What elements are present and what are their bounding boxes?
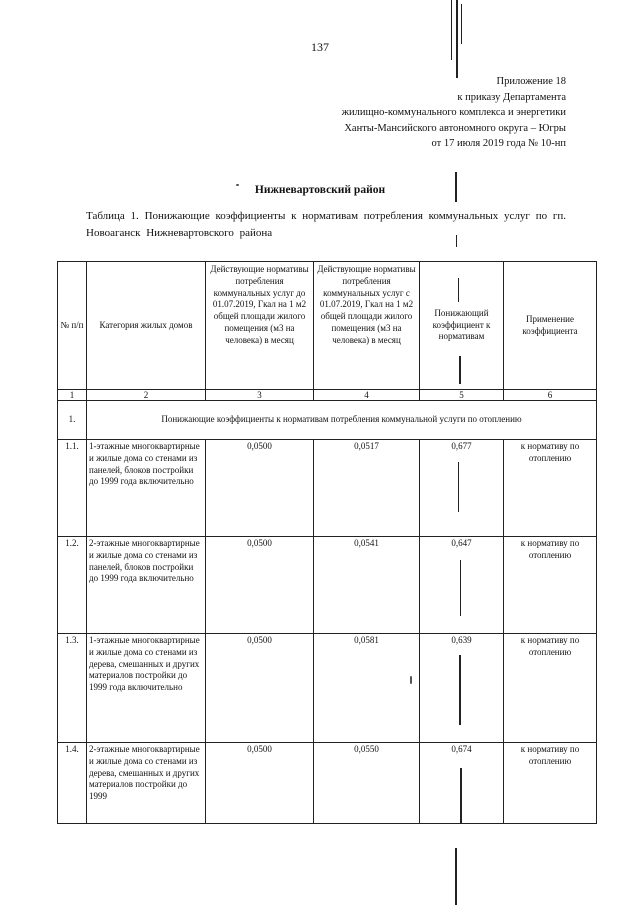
- scan-artifact-line: [456, 0, 458, 78]
- column-number: 5: [420, 390, 504, 401]
- row-application: к нормативу по отоплению: [504, 537, 597, 634]
- row-category: 2-этажные многоквартирные и жилые дома со стенами из панелей, блоков постройки до 1999 года включительно: [87, 537, 206, 634]
- column-number: 3: [206, 390, 314, 401]
- table-row: [58, 537, 597, 634]
- district-title: Нижневартовский район: [254, 184, 386, 196]
- coefficients-table: [57, 261, 597, 824]
- row-coefficient: 0,674: [420, 743, 504, 824]
- header-coefficient: Понижающий коэффициент к нормативам: [420, 262, 504, 390]
- row-norm-after: 0,0581: [314, 634, 420, 743]
- column-number: 4: [314, 390, 420, 401]
- row-norm-before: 0,0500: [206, 440, 314, 537]
- scan-artifact-line: [461, 4, 462, 44]
- appendix-line-3: жилищно-коммунального комплекса и энергетики: [341, 107, 566, 118]
- row-norm-before: 0,0500: [206, 634, 314, 743]
- row-norm-before: 0,0500: [206, 537, 314, 634]
- row-coefficient: 0,677: [420, 440, 504, 537]
- row-norm-after: 0,0550: [314, 743, 420, 824]
- column-number: 2: [87, 390, 206, 401]
- row-coefficient: 0,639: [420, 634, 504, 743]
- table-row: [58, 440, 597, 537]
- page-number: 137: [311, 40, 329, 54]
- column-number: 1: [58, 390, 87, 401]
- row-category: 1-этажные многоквартирные и жилые дома со стенами из дерева, смешанных и других материалов постройки до 1999 года включительно: [87, 634, 206, 743]
- header-category: Категория жилых домов: [87, 262, 206, 390]
- header-application: Применение коэффициента: [504, 262, 597, 390]
- header-num: № п/п: [58, 262, 87, 390]
- row-norm-before: 0,0500: [206, 743, 314, 824]
- row-application: к нормативу по отоплению: [504, 634, 597, 743]
- row-norm-after: 0,0517: [314, 440, 420, 537]
- appendix-line-2: к приказу Департамента: [457, 91, 566, 103]
- header-norm-before: Действующие нормативы потребления коммунальных услуг до 01.07.2019, Гкал на 1 м2 общей площади жилого помещения (м3 на человека) в месяц: [206, 262, 314, 390]
- section-number: 1.: [58, 401, 87, 440]
- appendix-line-4: Ханты-Мансийского автономного округа – Югры: [344, 122, 566, 134]
- row-number: 1.2.: [58, 537, 87, 634]
- section-row: [58, 401, 597, 440]
- row-number: 1.1.: [58, 440, 87, 537]
- row-number: 1.3.: [58, 634, 87, 743]
- header-norm-after: Действующие нормативы потребления коммунальных услуг с 01.07.2019, Гкал на 1 м2 общей площади жилого помещения (м3 на человека) в месяц: [314, 262, 420, 390]
- row-number: 1.4.: [58, 743, 87, 824]
- row-coefficient: 0,647: [420, 537, 504, 634]
- appendix-line-1: Приложение 18: [496, 76, 566, 87]
- table-caption: Таблица 1. Понижающие коэффициенты к нормативам потребления коммунальных услуг по гп. Новоаганск Нижневартовского района: [86, 210, 566, 239]
- row-application: к нормативу по отоплению: [504, 440, 597, 537]
- appendix-block: [342, 74, 566, 152]
- section-title: Понижающие коэффициенты к нормативам потребления коммунальной услуги по отоплению: [87, 401, 597, 440]
- column-number: 6: [504, 390, 597, 401]
- row-category: 2-этажные многоквартирные и жилые дома со стенами из дерева, смешанных и других материалов постройки до 1999: [87, 743, 206, 824]
- table-row: [58, 743, 597, 824]
- scan-artifact-line: [455, 848, 457, 905]
- table-row: [58, 634, 597, 743]
- appendix-line-5: от 17 июля 2019 года № 10-нп: [431, 138, 566, 149]
- row-application: к нормативу по отоплению: [504, 743, 597, 824]
- row-category: 1-этажные многоквартирные и жилые дома со стенами из панелей, блоков постройки до 1999 года включительно: [87, 440, 206, 537]
- row-norm-after: 0,0541: [314, 537, 420, 634]
- column-number-row: [58, 390, 597, 401]
- table-header-row: [58, 262, 597, 390]
